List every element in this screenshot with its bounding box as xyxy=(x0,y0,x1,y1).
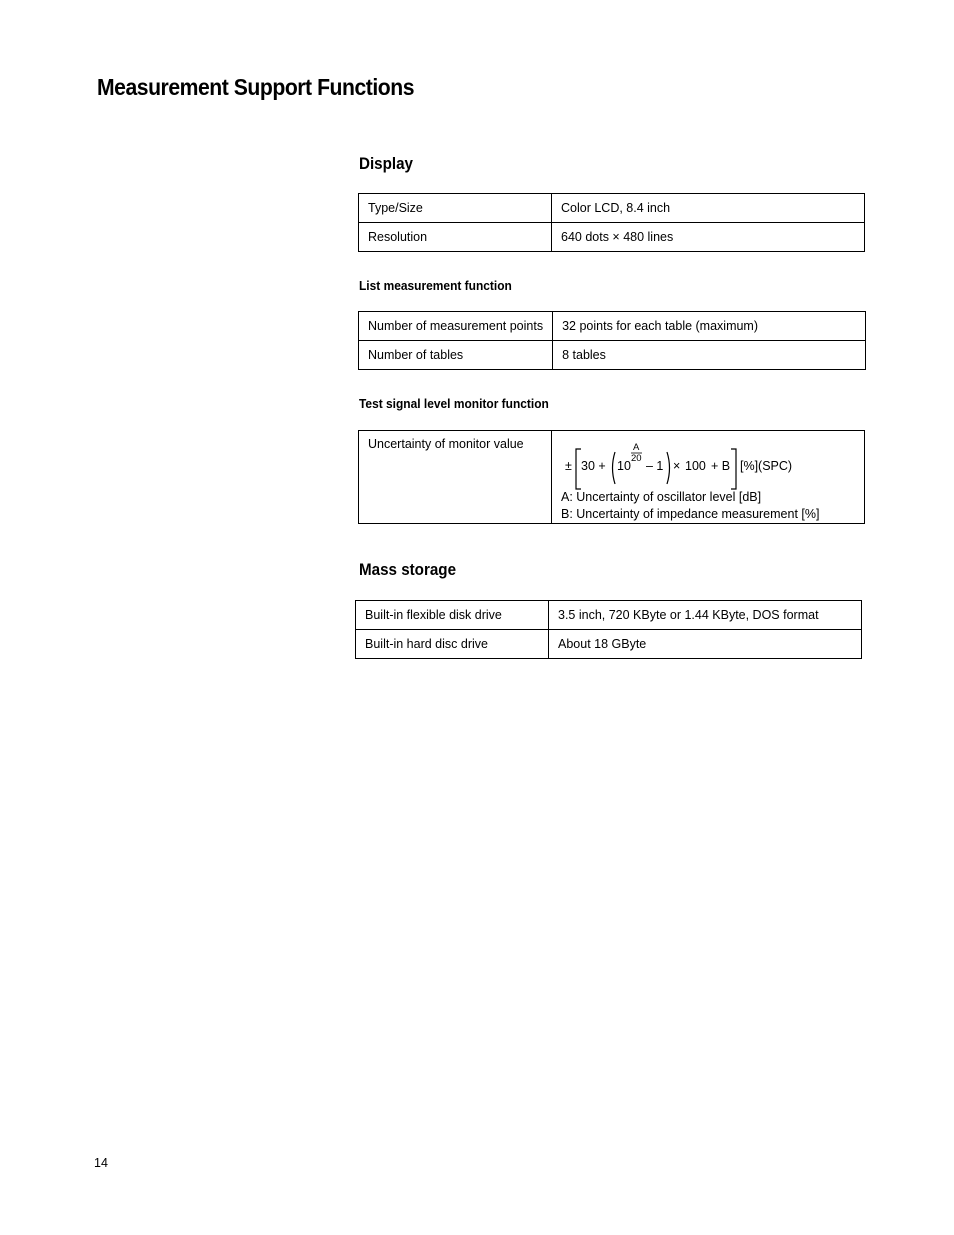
table-cell-value: 32 points for each table (maximum) xyxy=(553,312,866,341)
note-a: A: Uncertainty of oscillator level [dB] xyxy=(561,490,762,504)
formula-times: × xyxy=(673,459,681,473)
table-cell-value: Color LCD, 8.4 inch xyxy=(552,194,865,223)
table-cell-label: Type/Size xyxy=(359,194,552,223)
table-cell-value xyxy=(552,431,865,524)
table-cell-label: Built-in hard disc drive xyxy=(356,630,549,659)
table-row xyxy=(359,223,865,252)
table-row xyxy=(359,312,866,341)
formula-minus-one: – 1 xyxy=(646,459,664,473)
note-b: B: Uncertainty of impedance measurement [%] xyxy=(561,507,820,521)
table-cell-label: Resolution xyxy=(359,223,552,252)
formula-plus-b: + B xyxy=(711,459,731,473)
table-row xyxy=(359,194,865,223)
right-bracket-icon xyxy=(730,448,738,490)
table-cell-label: Number of tables xyxy=(359,341,553,370)
formula-notes xyxy=(561,489,855,523)
mass-storage-heading: Mass storage xyxy=(359,561,457,579)
left-paren-icon xyxy=(609,451,617,485)
table-cell-label: Uncertainty of monitor value xyxy=(359,431,552,524)
formula-hundred: 100 xyxy=(685,459,706,473)
formula-plus-minus: ± xyxy=(565,459,572,473)
table-row xyxy=(359,341,866,370)
table-row xyxy=(356,630,862,659)
table-row xyxy=(359,431,865,524)
formula-exponent-numerator: A xyxy=(633,442,640,453)
formula-term1: 30 + xyxy=(581,459,606,473)
formula-base: 10 xyxy=(617,459,631,473)
table-cell-value: About 18 GByte xyxy=(549,630,862,659)
test-signal-table xyxy=(358,430,865,524)
test-signal-heading: Test signal level monitor function xyxy=(359,396,549,411)
display-heading: Display xyxy=(359,155,414,173)
list-measurement-table xyxy=(358,311,866,370)
formula-unit: [%](SPC) xyxy=(740,459,793,473)
table-cell-value: 640 dots × 480 lines xyxy=(552,223,865,252)
list-measurement-heading: List measurement function xyxy=(359,278,512,293)
table-cell-value: 8 tables xyxy=(553,341,866,370)
mass-storage-table xyxy=(355,600,862,659)
table-row xyxy=(356,601,862,630)
right-paren-icon xyxy=(665,451,673,485)
uncertainty-formula xyxy=(561,437,855,489)
table-cell-value: 3.5 inch, 720 KByte or 1.44 KByte, DOS format xyxy=(549,601,862,630)
table-cell-label: Built-in flexible disk drive xyxy=(356,601,549,630)
formula-exponent-denominator: 20 xyxy=(631,453,642,464)
display-table xyxy=(358,193,865,252)
page-number: 14 xyxy=(94,1156,108,1170)
page-title: Measurement Support Functions xyxy=(97,74,415,100)
table-cell-label: Number of measurement points xyxy=(359,312,553,341)
